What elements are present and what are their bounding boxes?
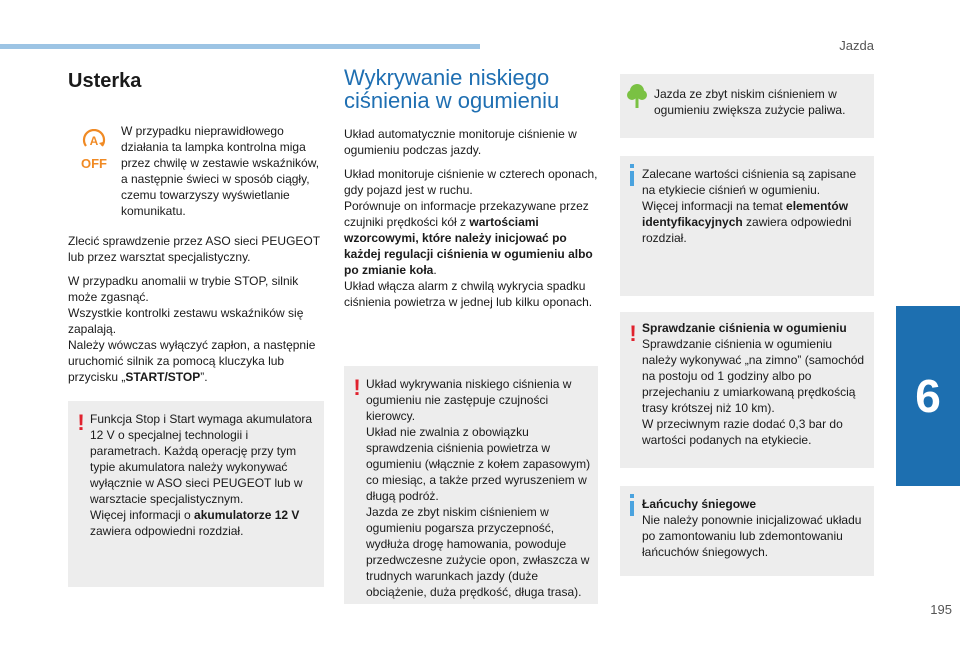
eco-tree-icon xyxy=(626,82,648,110)
tyre-warning-2: Układ nie zwalnia z obowiązku sprawdzenia ciśnienia powietrza w ogumieniu (włącznie z kołem zapasowym) co miesiąc, a także przed wyruszeniem w długą podróż. xyxy=(366,425,591,503)
snow-chains-body: Nie należy ponownie inicjalizować układu po zamontowaniu lub zdemontowaniu łańcuchów śniegowych. xyxy=(642,513,862,559)
pressure-info-text xyxy=(642,166,870,246)
auto-a-icon xyxy=(81,129,107,153)
usterka-heading: Usterka xyxy=(68,70,142,92)
pressure-check-body-2: W przeciwnym razie dodać 0,3 bar do wartości podanych na etykiecie. xyxy=(642,417,843,447)
eco-note-box xyxy=(620,74,874,138)
header-accent-bar xyxy=(0,44,480,49)
info-icon xyxy=(622,162,642,188)
column-tyre-pressure xyxy=(344,64,600,599)
monitor-description xyxy=(344,166,600,310)
warning-lamp-block xyxy=(68,123,324,223)
svg-text:A: A xyxy=(89,134,99,148)
pressure-info-box xyxy=(620,156,874,296)
tyre-pressure-heading: Wykrywanie niskiego ciśnienia w ogumieniu xyxy=(344,65,560,113)
anomaly-line1: W przypadku anomalii w trybie STOP, silnik może zgasnąć. xyxy=(68,274,299,304)
snow-chains-title: Łańcuchy śniegowe xyxy=(642,497,757,511)
monitor-line1: Układ monitoruje ciśnienie w czterech oponach, gdy pojazd jest w ruchu. xyxy=(344,167,598,197)
tyre-warning-text xyxy=(366,376,594,600)
pressure-check-warning-box xyxy=(620,312,874,468)
battery-warning-main: Funkcja Stop i Start wymaga akumulatora 12 V o specjalnej technologii i parametrach. Każdą operację przy tym typie akumulatora należy wykonywać wyłącznie w ASO sieci PEUGEOT lub w warsztacie specjalistycznym. xyxy=(90,412,313,506)
anomaly-line3: Należy wówczas wyłączyć zapłon, a następnie uruchomić silnik za pomocą kluczyka lub przycisku „START/STOP”. xyxy=(68,338,316,384)
eco-note-text: Jazda ze zbyt niskim ciśnieniem w ogumieniu zwiększa zużycie paliwa. xyxy=(654,87,846,117)
tyre-warning-box xyxy=(344,366,598,604)
snow-chains-info-box xyxy=(620,486,874,576)
anomaly-paragraph xyxy=(68,273,324,385)
pressure-check-text xyxy=(642,320,870,448)
off-label: OFF xyxy=(81,156,107,171)
pressure-info-1: Zalecane wartości ciśnienia są zapisane na etykiecie ciśnień w ogumieniu. xyxy=(642,167,857,197)
section-label: Jazda xyxy=(839,38,874,53)
monitor-line3: Układ włącza alarm z chwilą wykrycia spadku ciśnienia powietrza w jednej lub kilku oponach. xyxy=(344,279,593,309)
stop-start-off-icon xyxy=(76,129,112,170)
pressure-check-body-1: Sprawdzanie ciśnienia w ogumieniu należy wykonywać „na zimno” (samochód na postoju od 1 godziny albo po przejechaniu z umiarkowaną prędkością trasy krótszej niż 10 km). xyxy=(642,337,865,415)
info-icon xyxy=(622,492,642,518)
anomaly-line2: Wszystkie kontrolki zestawu wskaźników się zapalają. xyxy=(68,306,304,336)
column-usterka xyxy=(68,64,324,587)
battery-warning-text xyxy=(90,411,320,539)
exclamation-icon: ! xyxy=(77,410,85,435)
exclamation-icon: ! xyxy=(353,375,361,400)
page-number: 195 xyxy=(930,602,952,617)
chapter-tab: 6 xyxy=(896,306,960,486)
aso-paragraph: Zlecić sprawdzenie przez ASO sieci PEUGEOT lub przez warsztat specjalistyczny. xyxy=(68,234,320,264)
auto-monitor-paragraph: Układ automatycznie monitoruje ciśnienie w ogumieniu podczas jazdy. xyxy=(344,127,577,157)
battery-warning-box xyxy=(68,401,324,587)
snow-chains-text xyxy=(642,496,870,560)
tyre-warning-3: Jazda ze zbyt niskim ciśnieniem w ogumieniu pogarsza przyczepność, wydłuża drogę hamowania, powoduje przedwczesne zużycie opon, zwłaszcza w trudnych warunkach jazdy (duże obciążenie, duża prędkość, długa trasa). xyxy=(366,505,590,599)
monitor-line2: Porównuje on informacje przekazywane przez czujniki prędkości kół z wartościami wzorcowymi, które należy inicjować po każdej regulacji ciśnienia w ogumieniu albo po zmianie koła. xyxy=(344,199,593,277)
battery-warning-more: Więcej informacji o akumulatorze 12 V zawiera odpowiedni rozdział. xyxy=(90,508,300,538)
pressure-check-title: Sprawdzanie ciśnienia w ogumieniu xyxy=(642,321,847,335)
lamp-description: W przypadku nieprawidłowego działania ta lampka kontrolna miga przez chwilę w zestawie wskaźników, a następnie świeci w sposób ciągły, czemu towarzyszy wyświetlanie komunikatu. xyxy=(121,124,320,218)
tyre-warning-1: Układ wykrywania niskiego ciśnienia w ogumieniu nie zastępuje czujności kierowcy. xyxy=(366,377,572,423)
exclamation-icon: ! xyxy=(629,321,637,346)
pressure-info-2: Więcej informacji na temat elementów identyfikacyjnych zawiera odpowiedni rozdział. xyxy=(642,199,852,245)
